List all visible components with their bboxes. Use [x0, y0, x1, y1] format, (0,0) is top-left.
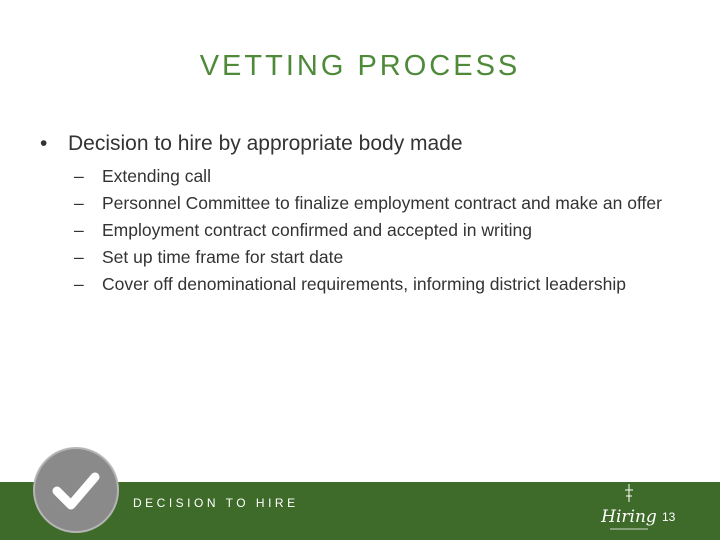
slide-title: VETTING PROCESS: [199, 50, 521, 82]
dash-glyph: –: [74, 274, 84, 294]
footer-section-label: DECISION TO HIRE: [133, 496, 299, 510]
sub-bullet-text: Cover off denominational requirements, informing district leadership: [102, 274, 626, 294]
sub-bullet: [74, 273, 694, 295]
main-bullet-text: Decision to hire by appropriate body made: [68, 132, 463, 155]
dash-glyph: –: [74, 247, 84, 267]
sub-bullet: [74, 219, 694, 241]
sub-bullet: [74, 246, 694, 268]
bullet-glyph: •: [40, 132, 48, 155]
sub-bullet: [74, 165, 694, 187]
checkmark-icon: [35, 449, 117, 531]
sub-bullet: [74, 192, 694, 214]
sub-bullet-text: Set up time frame for start date: [102, 247, 344, 267]
logo-text: Hiring: [601, 507, 657, 527]
sub-bullet-list: [74, 165, 694, 300]
dash-glyph: –: [74, 193, 84, 213]
main-bullet: [40, 132, 463, 156]
dash-glyph: –: [74, 166, 84, 186]
page-number: 13: [662, 510, 676, 524]
sub-bullet-text: Personnel Committee to finalize employment contract and make an offer: [102, 193, 662, 213]
checkmark-badge: [33, 447, 119, 533]
hiring-logo: [596, 482, 662, 538]
sub-bullet-text: Extending call: [102, 166, 211, 186]
dash-glyph: –: [74, 220, 84, 240]
sub-bullet-text: Employment contract confirmed and accepted in writing: [102, 220, 532, 240]
